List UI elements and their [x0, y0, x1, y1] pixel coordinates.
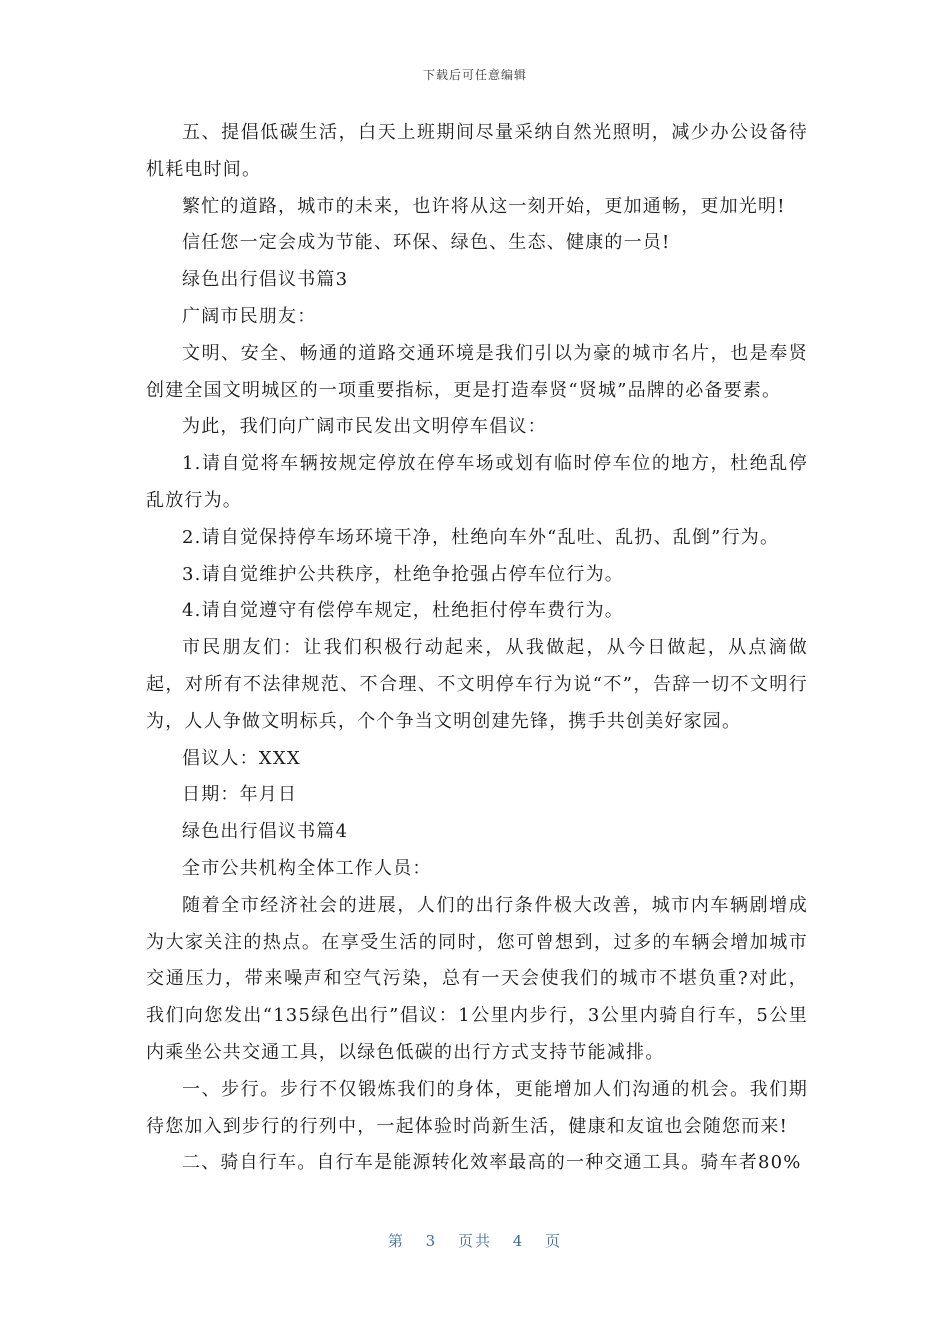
signature-line: 倡议人：XXX — [182, 747, 301, 769]
page-footer: 第 3 页共 4 页 — [387, 1232, 563, 1250]
paragraph: 文明、安全、畅通的道路交通环境是我们引以为豪的城市名片，也是奉贤创建全国文明城区的一项重要指标，更是打造奉贤“贤城”品牌的必备要素。 — [146, 342, 808, 401]
section-heading: 绿色出行倡议书篇3 — [182, 269, 349, 291]
salutation: 全市公共机构全体工作人员： — [182, 857, 432, 879]
list-item: 2.请自觉保持停车场环境干净，杜绝向车外“乱吐、乱扔、乱倒”行为。 — [182, 526, 780, 548]
paragraph: 一、步行。步行不仅锻炼我们的身体，更能增加人们沟通的机会。我们期待您加入到步行的行列中，一起体验时尚新生活，健康和友谊也会随您而来! — [146, 1078, 808, 1137]
paragraph: 随着全市经济社会的进展，人们的出行条件极大改善，城市内车辆剧增成为大家关注的热点。在享受生活的同时，您可曾想到，过多的车辆会增加城市交通压力，带来噪声和空气污染，总有一天会使我们的城市不堪负重?对此，我们向您发出“135绿色出行”倡议：1公里内步行，3公里内骑自行车，5公里内乘坐公共交通工具，以绿色低碳的出行方式支持节能减排。 — [146, 894, 808, 1063]
list-item: 1.请自觉将车辆按规定停放在停车场或划有临时停车位的地方，杜绝乱停乱放行为。 — [146, 453, 808, 511]
page-header: 下载后可任意编辑 — [422, 68, 527, 82]
paragraph: 二、骑自行车。自行车是能源转化效率最高的一种交通工具。骑车者80% — [182, 1152, 802, 1174]
date-line: 日期：年月日 — [182, 784, 298, 806]
paragraph: 为此，我们向广阔市民发出文明停车倡议： — [182, 416, 547, 438]
list-item: 4.请自觉遵守有偿停车规定，杜绝拒付停车费行为。 — [182, 600, 624, 622]
salutation: 广阔市民朋友： — [182, 305, 317, 327]
document-body — [146, 115, 808, 1182]
paragraph: 信任您一定会成为节能、环保、绿色、生态、健康的一员! — [182, 232, 671, 254]
paragraph: 繁忙的道路，城市的未来，也许将从这一刻开始，更加通畅，更加光明! — [182, 195, 786, 217]
paragraph: 五、提倡低碳生活，白天上班期间尽量采纳自然光照明，减少办公设备待机耗电时间。 — [146, 122, 808, 180]
section-heading: 绿色出行倡议书篇4 — [182, 821, 349, 843]
paragraph: 市民朋友们：让我们积极行动起来，从我做起，从今日做起，从点滴做起，对所有不法律规范、不合理、不文明停车行为说“不”，告辞一切不文明行为，人人争做文明标兵，个个争当文明创建先锋，携手共创美好家园。 — [146, 637, 808, 732]
list-item: 3.请自觉维护公共秩序，杜绝争抢强占停车位行为。 — [182, 563, 624, 585]
